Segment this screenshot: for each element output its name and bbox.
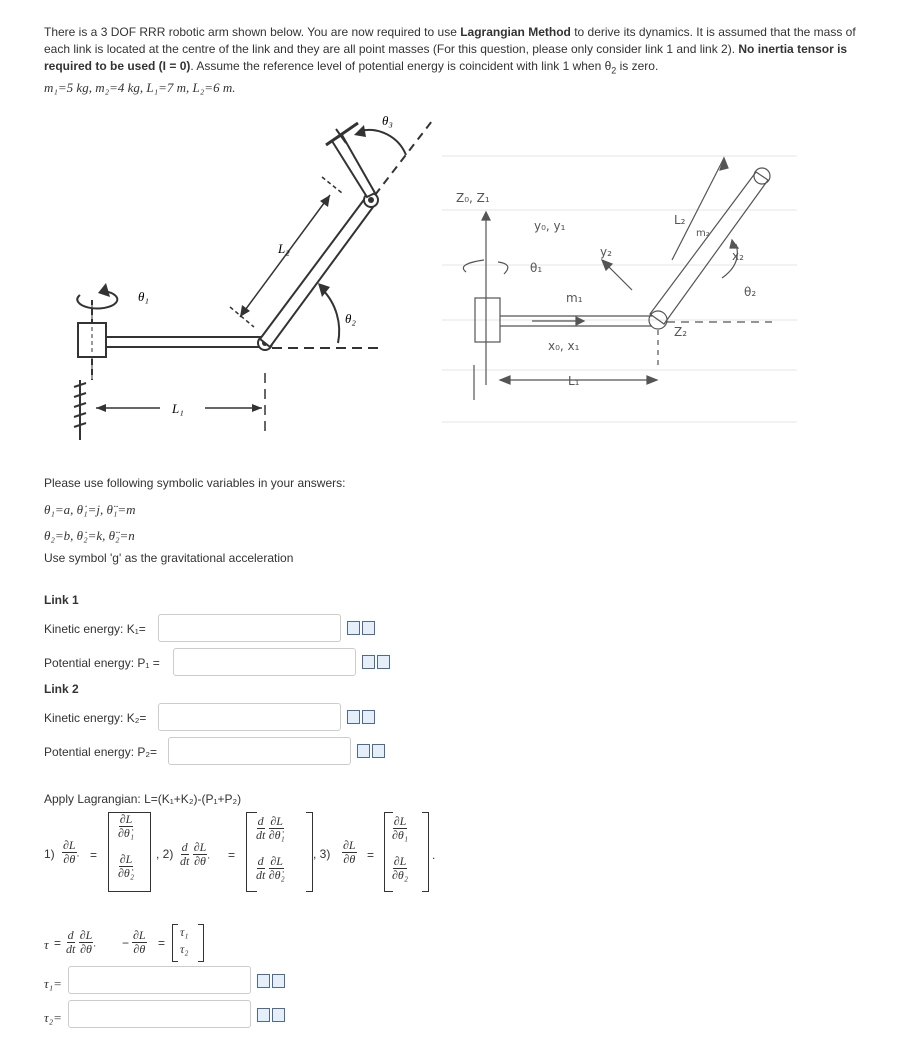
- k1-input[interactable]: [158, 614, 341, 642]
- svg-text:m₂: m₂: [696, 228, 710, 239]
- k2-label: Kinetic energy: K₂=: [44, 711, 147, 725]
- tau-vec-2: τ₂: [180, 942, 189, 956]
- p1-label: Potential energy: P₁ =: [44, 656, 160, 670]
- eq3-entry2: $\frac{\partial L}{\text{∂θ₂}}$: [392, 854, 408, 882]
- tau-bracket-right: [198, 924, 204, 962]
- equation-editor-icon[interactable]: [377, 655, 390, 669]
- preview-icon[interactable]: [347, 710, 360, 724]
- p2-label: Potential energy: P₂=: [44, 745, 158, 759]
- eq2-bracket-right: [306, 812, 313, 892]
- preview-icon[interactable]: [357, 744, 370, 758]
- tau-vec-1: τ₁: [180, 925, 189, 939]
- eq1-entry1: $\frac{\partial L}{\text{∂θ̇₁}}$: [118, 812, 134, 840]
- svg-text:Z₂: Z₂: [674, 325, 688, 339]
- instructions-intro: Please use following symbolic variables in your answers:: [44, 476, 346, 490]
- tau2-label: τ₂=: [44, 1010, 62, 1025]
- instructions-gravity: Use symbol 'g' as the gravitational acceleration: [44, 551, 294, 565]
- eq3-number: , 3): [313, 847, 331, 861]
- robot-arm-diagram: [40, 105, 440, 445]
- eq1-lhs: $\frac{\partial L}{\partial\thetȧ}$: [63, 838, 76, 866]
- tau1-tools: [257, 974, 287, 990]
- svg-text:θ₃: θ₃: [382, 113, 393, 128]
- svg-text:L₁: L₁: [568, 374, 580, 388]
- k2-tools: [347, 710, 377, 726]
- link2-heading: Link 2: [44, 682, 79, 696]
- preview-icon[interactable]: [257, 1008, 270, 1022]
- eq2-entry1: $\frac{d}{dt}$ $\frac{\partial L}{\text{∂θ̇₁}}$: [256, 814, 285, 842]
- tau-symbol: τ: [44, 937, 49, 952]
- k1-label: Kinetic energy: K₁=: [44, 622, 146, 636]
- preview-icon[interactable]: [257, 974, 270, 988]
- tau2-tools: [257, 1008, 287, 1024]
- equation-editor-icon[interactable]: [272, 1008, 285, 1022]
- eq3-period: .: [432, 848, 436, 862]
- svg-text:θ₁: θ₁: [530, 261, 543, 275]
- equation-editor-icon[interactable]: [372, 744, 385, 758]
- equation-editor-icon[interactable]: [362, 710, 375, 724]
- eq3-bracket-right: [422, 812, 429, 892]
- link1-heading: Link 1: [44, 593, 79, 607]
- svg-text:θ₂: θ₂: [345, 311, 356, 326]
- eq2-entry2: $\frac{d}{dt}$ $\frac{\partial L}{\text{∂θ̇₂}}$: [256, 854, 285, 882]
- svg-text:y₀, y₁: y₀, y₁: [534, 219, 566, 233]
- tau-dl-dtheta: $\frac{\partial L}{\partial\theta}$: [133, 928, 146, 956]
- svg-text:θ₂: θ₂: [744, 285, 757, 299]
- eq3-lhs: $\frac{\partial L}{\partial\theta}$: [343, 838, 356, 866]
- svg-text:m₁: m₁: [566, 291, 583, 305]
- eq2-lhs: $\frac{d}{dt}$ $\frac{\partial L}{\partial\thetȧ}$: [180, 840, 207, 868]
- lagrangian-label: Apply Lagrangian: L=(K₁+K₂)-(P₁+P₂): [44, 792, 242, 806]
- eq1-bracket-right: [145, 812, 151, 892]
- eq2-number: , 2): [156, 847, 174, 861]
- equation-editor-icon[interactable]: [272, 974, 285, 988]
- svg-text:x₀, x₁: x₀, x₁: [548, 339, 580, 353]
- tau-equals: =: [54, 936, 62, 950]
- preview-icon[interactable]: [347, 621, 360, 635]
- preview-icon[interactable]: [362, 655, 375, 669]
- hand-sketch-diagram: [442, 140, 797, 425]
- tau-lhs: $\frac{d}{dt}$ $\frac{\partial L}{\partial\thetȧ}$: [66, 928, 93, 956]
- k2-input[interactable]: [158, 703, 341, 731]
- eq3-equals: =: [367, 848, 375, 862]
- eq1-equals: =: [90, 848, 98, 862]
- svg-text:θ₁: θ₁: [138, 289, 149, 304]
- tau-minus: −: [122, 936, 130, 950]
- question-text: There is a 3 DOF RRR robotic arm shown below. You are now required to use Lagrangian Method to derive its dynamics. It is assumed that the mass of each link is located at the centre of the link and they are all point masses (For this question, please only consider link 1 and link 2). No inertia tensor is required to be used (I = 0). Assume the reference level of potential energy is coincident with link 1 when $\theta_2$ is zero.: [44, 25, 856, 76]
- tau-equals-2: =: [158, 936, 166, 950]
- tau2-input[interactable]: [68, 1000, 251, 1028]
- tau1-label: τ₁=: [44, 976, 62, 991]
- p2-tools: [357, 744, 387, 760]
- k1-tools: [347, 621, 377, 637]
- p1-tools: [362, 655, 392, 671]
- eq1-number: 1): [44, 847, 55, 861]
- svg-text:Z₀, Z₁: Z₀, Z₁: [456, 191, 490, 205]
- eq3-entry1: $\frac{\partial L}{\text{∂θ₁}}$: [392, 814, 408, 842]
- svg-text:L₂: L₂: [278, 241, 290, 256]
- tau1-input[interactable]: [68, 966, 251, 994]
- eq1-entry2: $\frac{\partial L}{\text{∂θ̇₂}}$: [118, 852, 134, 880]
- instructions-vars-1: θ₁=a, θ̇₁=j, θ̈₁=m: [44, 502, 136, 517]
- eq2-equals: =: [228, 848, 236, 862]
- svg-text:y₂: y₂: [600, 245, 612, 259]
- svg-text:L₂: L₂: [674, 213, 686, 227]
- p2-input[interactable]: [168, 737, 351, 765]
- p1-input[interactable]: [173, 648, 356, 676]
- tau-bracket-left: [172, 924, 178, 962]
- equation-editor-icon[interactable]: [362, 621, 375, 635]
- mass-length-values: m₁=5 kg, m₂=4 kg, L₁=7 m, L₂=6 m.: [44, 80, 236, 95]
- svg-text:x₂: x₂: [732, 249, 744, 263]
- instructions-vars-2: θ₂=b, θ̇₂=k, θ̈₂=n: [44, 528, 135, 543]
- svg-text:L₁: L₁: [172, 401, 184, 416]
